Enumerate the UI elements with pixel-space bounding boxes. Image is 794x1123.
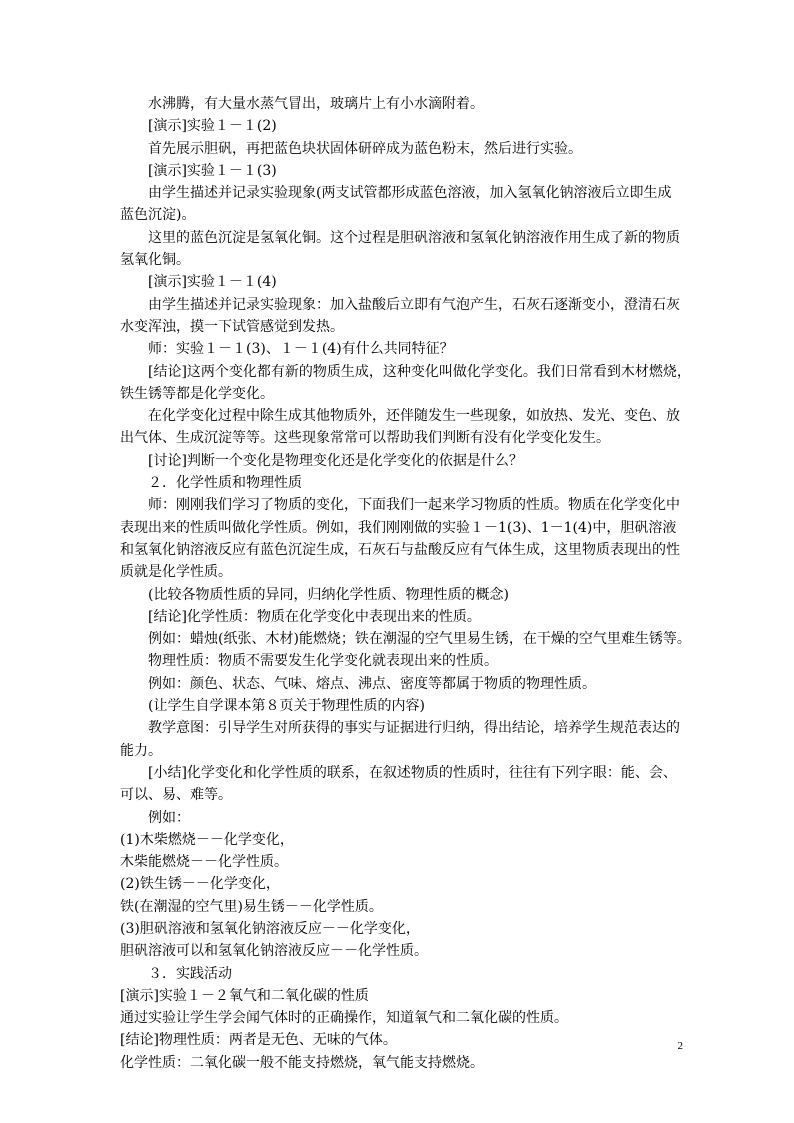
text-line: 蓝色沉淀)。 [120,207,196,224]
text-line: [演示]实验１－１(3) [148,162,277,179]
text-line: (2)铁生锈－－化学变化， [120,876,280,893]
text-line: [结论]化学性质：物质在化学变化中表现出来的性质。 [148,608,481,625]
text-line: (让学生自学课本第８页关于物理性质的内容) [148,698,425,715]
text-line: [结论]物理性质：两者是无色、无味的气体。 [120,1032,397,1049]
text-line: 首先展示胆矾，再把蓝色块状固体研碎成为蓝色粉末，然后进行实验。 [148,140,582,157]
text-line: 水沸腾，有大量水蒸气冒出，玻璃片上有小水滴附着。 [148,96,484,112]
text-line: [结论]这两个变化都有新的物质生成，这种变化叫做化学变化。我们日常看到木材燃烧， [148,363,691,380]
text-line: 例如：蜡烛(纸张、木材)能燃烧；铁在潮湿的空气里易生锈，在干燥的空气里难生锈等。 [148,631,691,648]
section-heading: ３．实践活动 [148,965,232,982]
text-line: 师：实验１－１(3)、１－１(4)有什么共同特征？ [148,341,454,358]
text-line: 化学性质：二氧化碳一般不能支持燃烧，氧气能支持燃烧。 [120,1054,484,1071]
text-line: 由学生描述并记录实验现象：加入盐酸后立即有气泡产生，石灰石逐渐变小，澄清石灰 [148,296,680,313]
text-line: [演示]实验１－２氧气和二氧化碳的性质 [120,987,369,1004]
text-line: 铁生锈等都是化学变化。 [120,385,274,402]
text-line: [讨论]判断一个变化是物理变化还是化学变化的依据是什么？ [148,452,523,469]
text-line: [演示]实验１－１(4) [148,274,277,291]
text-line: 胆矾溶液可以和氢氧化钠溶液反应－－化学性质。 [120,943,428,960]
text-line: [小结]化学变化和化学性质的联系，在叙述物质的性质时，往往有下列字眼：能、会、 [148,764,677,781]
text-line: 物理性质：物质不需要发生化学变化就表现出来的性质。 [148,653,498,670]
text-line: 氢氧化铜。 [120,252,190,269]
text-line: 表现出来的性质叫做化学性质。例如，我们刚刚做的实验１－1(3)、1－1(4)中，胆矾溶液 [120,519,677,536]
text-line: 通过实验让学生学会闻气体时的正确操作，知道氧气和二氧化碳的性质。 [120,1010,568,1027]
text-line: 木柴能燃烧－－化学性质。 [120,854,288,871]
text-line: 水变浑浊，摸一下试管感觉到发热。 [120,318,344,335]
body-text [120,93,691,1074]
text-line: 能力。 [120,742,162,759]
text-line: [演示]实验１－１(2) [148,118,277,135]
text-line: 由学生描述并记录实验现象(两支试管都形成蓝色溶液，加入氢氧化钠溶液后立即生成 [148,185,672,202]
text-line: 教学意图：引导学生对所获得的事实与证据进行归纳，得出结论，培养学生规范表达的 [148,720,680,737]
text-line: 例如：颜色、状态、气味、熔点、沸点、密度等都属于物质的物理性质。 [148,675,596,692]
text-line: 和氢氧化钠溶液反应有蓝色沉淀生成，石灰石与盐酸反应有气体生成，这里物质表现出的性 [120,541,680,558]
text-line: (比较各物质性质的异同，归纳化学性质、物理性质的概念) [148,586,509,603]
text-line: 质就是化学性质。 [120,564,232,581]
text-line: 可以、易、难等。 [120,787,232,804]
text-line: 这里的蓝色沉淀是氢氧化铜。这个过程是胆矾溶液和氢氧化钠溶液作用生成了新的物质 [148,229,680,246]
text-line: 在化学变化过程中除生成其他物质外，还伴随发生一些现象，如放热、发光、变色、放 [148,408,680,425]
text-line: 出气体、生成沉淀等等。这些现象常常可以帮助我们判断有没有化学变化发生。 [120,430,610,447]
text-line: 铁(在潮湿的空气里)易生锈－－化学性质。 [120,898,383,915]
text-line: (1)木柴燃烧－－化学变化， [120,831,294,848]
text-line: 例如： [148,809,190,826]
text-line: 师：刚刚我们学习了物质的变化，下面我们一起来学习物质的性质。物质在化学变化中 [148,497,680,514]
section-heading: ２．化学性质和物理性质 [148,475,302,492]
text-line: (3)胆矾溶液和氢氧化钠溶液反应－－化学变化， [120,920,420,937]
page-number: 2 [677,1040,683,1052]
